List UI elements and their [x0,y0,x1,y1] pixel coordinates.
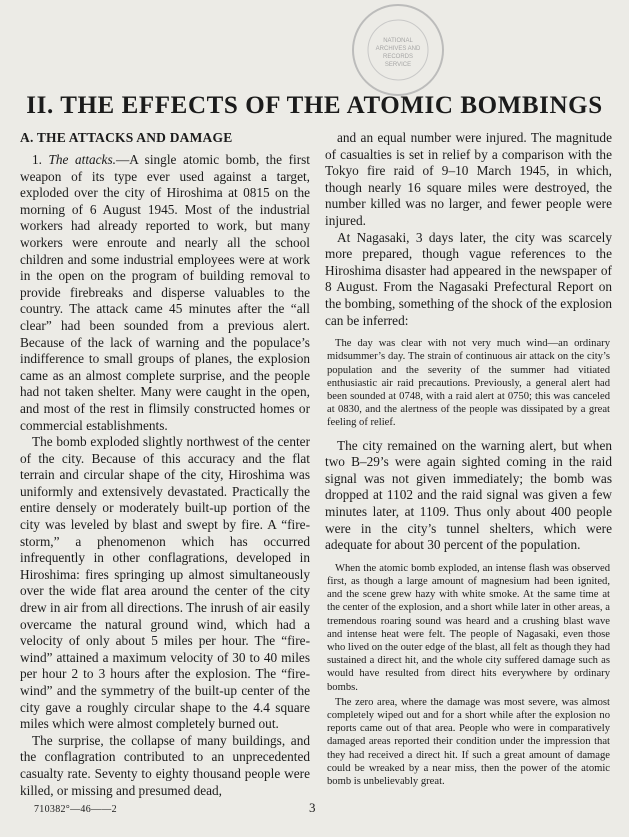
casualty-continuation-paragraph: and an equal number were injured. The magnitude of casualties is set in relief by a comparison with the Tokyo fire raid of 9–10 March 1945, in which, though nearly 16 square miles were destroyed, the number killed was no larger, and fewer people were injured. [325,130,612,228]
svg-text:RECORDS: RECORDS [382,54,414,60]
section-heading: A. THE ATTACKS AND DAMAGE [20,130,233,145]
attacks-subheading: The attacks. [48,152,116,167]
warning-alert-paragraph: The city remained on the warning alert, but when two B–29’s were again sighted coming in the raid signal was not given immediately; the bomb was dropped at 1102 and the raid signal was given a few minutes later, at 1109. Thus only about 400 people were in the city’s tunnel shelters, which were adequate for about 30 percent of the population. [325,437,612,553]
seal-icon [354,6,442,94]
explosion-paragraph: The bomb exploded slightly northwest of the center of the city. Because of this accuracy and the flat terrain and circular shape of the city, Hiroshima was uniformly and extensively devastated. Practically the entire densely or moderately built-up portion of the city was leveled by blast and swept by fire. A “fire-storm,” a phenomenon which has occurred infrequently in other conflagrations, developed in Hiroshima: fires springing up almost simultaneously over the wide flat area around the center of the city drew in air from all directions. The inrush of air easily overcame the natural ground wind, which had a velocity of only about 5 miles per hour. The “fire-wind” attained a maximum velocity of 30 to 40 miles per hour 2 to 3 hours after the explosion. The “fire-wind” and the symmetry of the built-up center of the city gave a roughly circular shape to the 4.4 square miles which were almost completely burned out. [20,434,310,732]
paragraph-number: 1. [32,152,49,167]
report-quote-2: When the atomic bomb exploded, an intense flash was observed first, as though a large amount of magnesium had been ignited, and the scene grew hazy with white smoke. At the same time at the center of the explosion, and a short while later in other areas, a tremendous roaring sound was heard and a crushing blast wave and intense heat were felt. The people of Nagasaki, even those who lived on the outer edge of the blast, all felt as though they had sustained a direct hit, and the whole city suffered damage such as would have resulted from direct hits everywhere by ordinary bombs. [327,562,610,693]
svg-text:SERVICE: SERVICE [384,62,412,68]
page-title: II. THE EFFECTS OF THE ATOMIC BOMBINGS [26,92,603,119]
report-quote-1: The day was clear with not very much wind—an ordinary midsummer’s day. The strain of continuous air attack on the city’s population and the severity of the summer had vitiated enthusiastic air raid precautions. Previously, a general alert had been sounded at 0748, with a raid alert at 0750; this was canceled at 0830, and the alertness of the people was dissipated by a great feeling of relief. [327,338,610,429]
attacks-paragraph [20,152,310,434]
printing-code: 710382°—46——2 [34,804,117,815]
left-column [20,130,310,799]
attacks-text: —A single atomic bomb, the first weapon of its type ever used against a target, exploded over the city of Hiroshima at 0815 on the morning of 6 August 1945. Most of the industrial workers had already reported to work, but many workers were enroute and nearly all the school children and some industrial employees were at work in the open on the program of building removal to provide firebreaks and disperse valuables to the country. The attack came 45 minutes after the “all clear” had been sounded from a previous alert. Because of the lack of warning and the populace’s indifference to small groups of planes, the explosion came as an almost complete surprise, and the people had not taken shelter. Many were caught in the open, and most of the rest in flimsily constructed homes or commercial establishments. [20,152,310,433]
casualty-paragraph: The surprise, the collapse of many buildings, and the conflagration contributed to an unprecedented casualty rate. Seventy to eighty thousand people were killed, or missing and presumed dead, [20,732,310,798]
right-column [325,130,612,790]
page-number: 3 [309,800,316,815]
svg-text:ARCHIVES AND: ARCHIVES AND [375,46,421,52]
archive-stamp [352,4,444,96]
nagasaki-paragraph: At Nagasaki, 3 days later, the city was scarcely more prepared, though vague references to the Hiroshima disaster had appeared in the newspaper of 8 August. From the Nagasaki Prefectural Report on the bombing, something of the shock of the explosion can be inferred: [325,229,612,328]
report-quote-3: The zero area, where the damage was most severe, was almost completely wiped out and for a short while after the explosion no reports came out of that area. People who were in comparatively damaged areas reported their condition under the impression that they had received a direct hit. If such a great amount of damage could be wreaked by a near miss, then the power of the atomic bomb is unbelievably great. [327,696,610,787]
svg-text:NATIONAL: NATIONAL [383,38,413,44]
